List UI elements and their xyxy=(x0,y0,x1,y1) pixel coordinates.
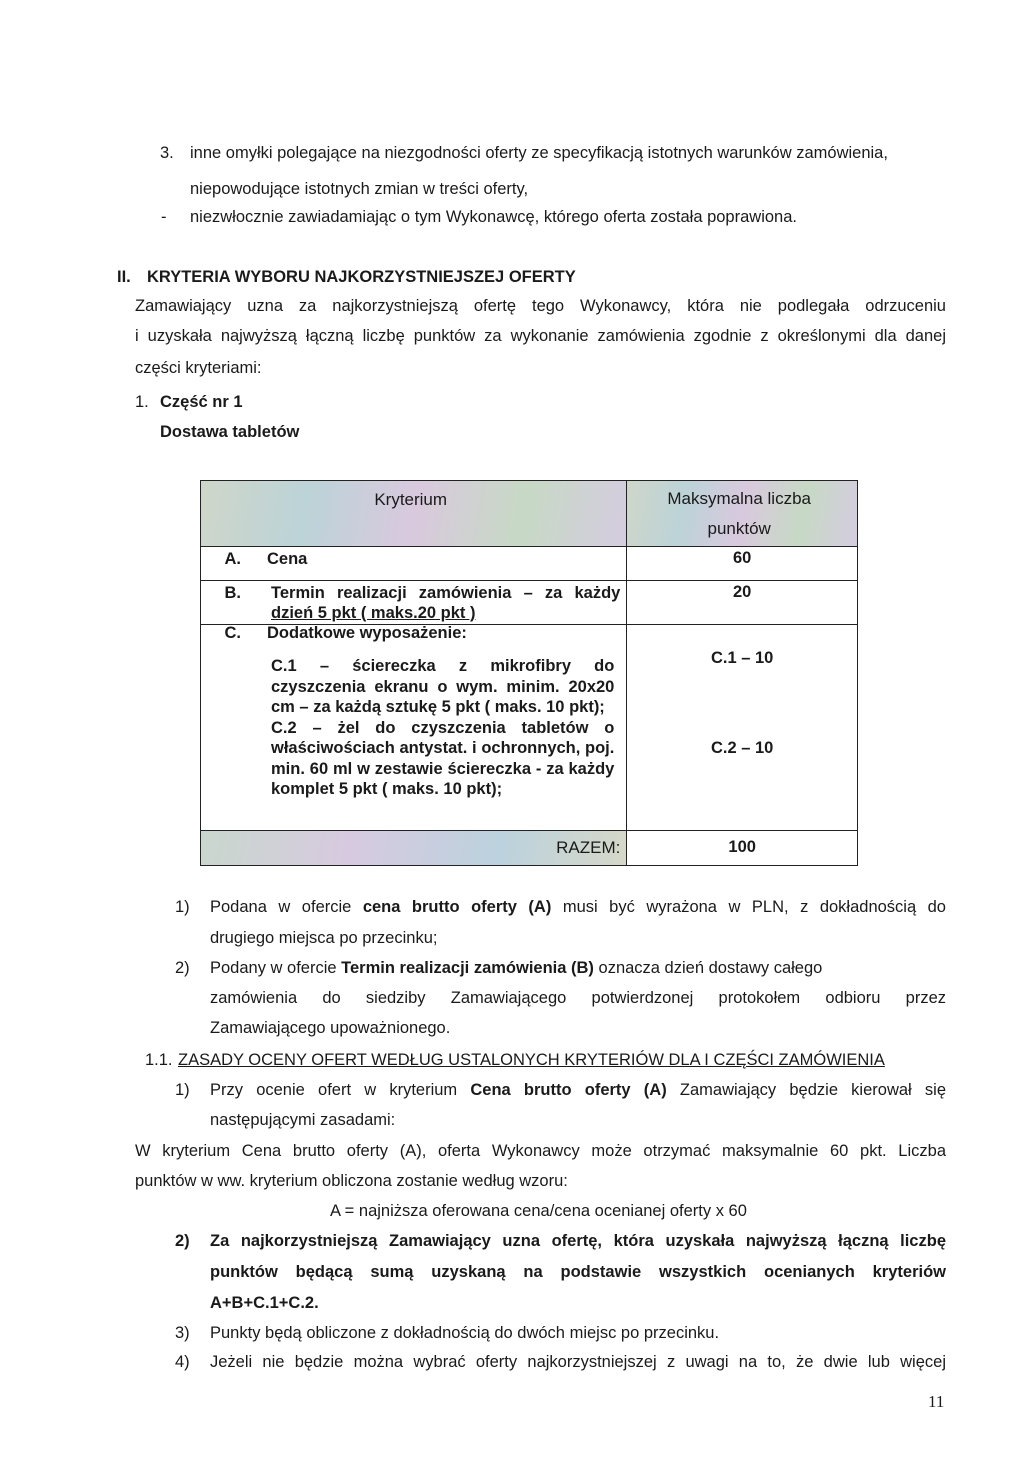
note-2-line2: zamówienia do siedziby Zamawiającego potwierdzonej protokołem odbioru przez xyxy=(210,989,946,1007)
row-c2-text: C.2 – żel do czyszczenia tabletów o właściwościach antystat. i ochronnych, poj. min. 60 ml w zestawie ściereczka - za każdy komplet 5 pkt ( maks. 10 pkt); xyxy=(271,718,615,799)
row-a-value: 60 xyxy=(627,547,858,580)
section-2-heading: KRYTERIA WYBORU NAJKORZYSTNIEJSZEJ OFERTY xyxy=(147,268,576,286)
note-2-pre: Podany w ofercie xyxy=(210,959,342,977)
total-value: 100 xyxy=(627,830,858,865)
part-label: Część nr 1 xyxy=(160,393,243,411)
rule-1-pre: Przy ocenie ofert w kryterium xyxy=(210,1081,471,1099)
subsection-number: 1.1. xyxy=(145,1051,173,1069)
rule-1-post: Zamawiający będzie kierował się xyxy=(666,1081,946,1099)
note-1-line2: drugiego miejsca po przecinku; xyxy=(210,929,438,947)
body-line2: punktów w ww. kryterium obliczona zostanie według wzoru: xyxy=(135,1172,568,1190)
rule-2-line3: A+B+C.1+C.2. xyxy=(210,1294,319,1312)
part-title: Dostawa tabletów xyxy=(160,423,300,441)
table-row xyxy=(201,625,858,830)
header-criterion: Kryterium xyxy=(201,481,627,547)
item-3-line2: niepowodujące istotnych zmian w treści oferty, xyxy=(190,180,529,198)
row-b-value: 20 xyxy=(627,580,858,625)
row-b-text-line2: dzień 5 pkt ( maks.20 pkt ) xyxy=(271,603,476,622)
dash-line: niezwłocznie zawiadamiając o tym Wykonawcę, którego oferta została poprawiona. xyxy=(190,208,797,226)
subsection-heading: ZASADY OCENY OFERT WEDŁUG USTALONYCH KRYTERIÓW DLA I CZĘŚCI ZAMÓWIENIA xyxy=(178,1051,885,1069)
note-1-bold: cena brutto oferty (A) xyxy=(362,898,552,916)
section-2-para-line3: części kryteriami: xyxy=(135,359,262,377)
section-2-number: II. xyxy=(117,268,131,286)
note-2-bold: Termin realizacji zamówienia (B) xyxy=(341,959,594,977)
page-number: 11 xyxy=(928,1392,945,1411)
body-line1: W kryterium Cena brutto oferty (A), oferta Wykonawcy może otrzymać maksymalnie 60 pkt. Liczba xyxy=(135,1142,946,1160)
note-1-post: musi być wyrażona w PLN, z dokładnością do xyxy=(551,898,946,916)
note-2-number: 2) xyxy=(175,959,190,977)
rule-3-number: 3) xyxy=(175,1324,190,1342)
section-2-para-line1: Zamawiający uzna za najkorzystniejszą ofertę tego Wykonawcy, która nie podlegała odrzuceniu xyxy=(135,297,946,315)
rule-4-text: Jeżeli nie będzie można wybrać oferty najkorzystniejszej z uwagi na to, że dwie lub więcej xyxy=(210,1353,946,1371)
row-a-criterion xyxy=(201,547,627,580)
row-a-label: A. xyxy=(224,550,241,569)
note-1-line1 xyxy=(210,898,946,917)
row-c1-text: C.1 – ściereczka z mikrofibry do czyszczenia ekranu o wym. minim. 20x20 cm – za każdą sztukę 5 pkt ( maks. 10 pkt); xyxy=(271,657,615,717)
rule-1-bold: Cena brutto oferty (A) xyxy=(470,1081,667,1099)
header-max-points xyxy=(627,481,858,547)
rule-1-line2: następującymi zasadami: xyxy=(210,1111,396,1129)
rule-2-line1: Za najkorzystniejszą Zamawiający uzna ofertę, która uzyskała najwyższą łączną liczbę xyxy=(210,1232,946,1250)
row-c2-value: C.2 – 10 xyxy=(710,739,774,758)
note-2-line3: Zamawiającego upoważnionego. xyxy=(210,1019,451,1037)
row-b-text-line1: Termin realizacji zamówienia – za każdy xyxy=(271,583,621,602)
dash-bullet: - xyxy=(161,208,167,226)
header-points-line1: Maksymalna liczba xyxy=(667,488,811,508)
note-1-pre: Podana w ofercie xyxy=(210,898,363,916)
item-3-number: 3. xyxy=(160,144,174,162)
note-2-line1 xyxy=(210,959,822,978)
rule-1-line1 xyxy=(210,1081,946,1100)
table-row xyxy=(201,580,858,625)
row-c-label: C. xyxy=(224,624,241,643)
row-b-criterion xyxy=(201,580,627,625)
rule-4-number: 4) xyxy=(175,1353,190,1371)
row-a-text: Cena xyxy=(267,550,308,569)
section-2-para-line2: i uzyskała najwyższą łączną liczbę punktów za wykonanie zamówienia zgodnie z określonymi dla danej xyxy=(135,327,946,345)
row-c-values xyxy=(627,625,858,830)
row-c-text: Dodatkowe wyposażenie: xyxy=(267,624,467,643)
rule-2-line2: punktów będącą sumą uzyskaną na podstawie wszystkich ocenianych kryteriów xyxy=(210,1263,946,1281)
row-b-label: B. xyxy=(224,583,241,602)
rule-1-number: 1) xyxy=(175,1081,190,1099)
note-2-post: oznacza dzień dostawy całego xyxy=(593,959,823,977)
row-c-criterion xyxy=(201,625,627,830)
header-points-line2: punktów xyxy=(707,518,771,538)
part-number: 1. xyxy=(135,393,149,411)
table-total-row xyxy=(201,830,858,865)
criteria-table xyxy=(200,480,858,866)
table-row xyxy=(201,547,858,580)
row-c1-value: C.1 – 10 xyxy=(710,649,774,668)
table-header-row xyxy=(201,481,858,547)
rule-3-text: Punkty będą obliczone z dokładnością do dwóch miejsc po przecinku. xyxy=(210,1324,720,1342)
formula: A = najniższa oferowana cena/cena ocenianej oferty x 60 xyxy=(330,1202,747,1220)
rule-2-number: 2) xyxy=(175,1232,190,1250)
item-3-line1: inne omyłki polegające na niezgodności oferty ze specyfikacją istotnych warunków zamówienia, xyxy=(190,144,888,162)
note-1-number: 1) xyxy=(175,898,190,916)
total-label: RAZEM: xyxy=(201,830,627,865)
